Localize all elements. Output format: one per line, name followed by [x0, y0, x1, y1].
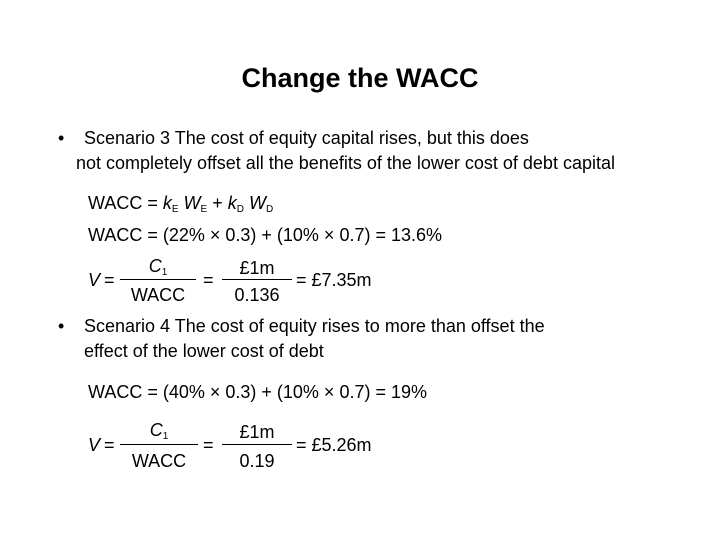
scenario-4-v: V: [88, 435, 101, 455]
scenario-3-denominator-value: 0.136: [234, 285, 280, 305]
bullet-1-line-1: Scenario 3 The cost of equity capital rises, but this does: [84, 128, 529, 148]
scenario-4-denominator-value: 0.19: [239, 451, 275, 471]
wacc-general-formula: [88, 192, 273, 214]
slide-title: Change the WACC: [241, 63, 479, 93]
wacc-ke-sub: E: [171, 204, 179, 215]
scenario-4-equals: =: [104, 435, 115, 455]
scenario-3-equals-2: =: [203, 270, 214, 290]
scenario-4-fraction-line-2: [222, 444, 292, 445]
bullet-2-line-2: effect of the lower cost of debt: [84, 341, 324, 361]
scenario-4-wacc-calc: WACC = (40% × 0.3) + (10% × 0.7) = 19%: [88, 382, 427, 402]
scenario-3-numerator-value: £1m: [239, 258, 275, 278]
wacc-ke: k: [162, 193, 172, 213]
scenario-3-denominator: WACC: [130, 285, 186, 305]
wacc-we: W: [183, 193, 201, 213]
scenario-3-numerator-sub: 1: [161, 267, 168, 278]
bullet-marker: •: [58, 316, 65, 336]
wacc-we-sub: E: [200, 204, 208, 215]
wacc-kd-sub: D: [236, 204, 244, 215]
scenario-4-denominator: WACC: [131, 451, 187, 471]
scenario-4-numerator-c: C: [149, 420, 163, 440]
wacc-wd: W: [248, 193, 266, 213]
scenario-3-fraction-line-2: [222, 279, 292, 280]
bullet-marker: •: [58, 128, 65, 148]
wacc-plus: +: [207, 193, 228, 213]
scenario-3-fraction-line-1: [120, 279, 196, 280]
wacc-lhs: WACC =: [88, 193, 163, 213]
scenario-4-result: = £5.26m: [296, 435, 372, 455]
scenario-3-equals: =: [104, 270, 115, 290]
bullet-2-line-1: Scenario 4 The cost of equity rises to more than offset the: [84, 316, 545, 336]
wacc-kd: k: [227, 193, 237, 213]
scenario-3-wacc-calc: WACC = (22% × 0.3) + (10% × 0.7) = 13.6%: [88, 225, 443, 245]
scenario-3-numerator: [120, 255, 196, 277]
bullet-1-line-2: not completely offset all the benefits of the lower cost of debt capital: [76, 153, 615, 173]
scenario-4-numerator: [120, 419, 198, 441]
scenario-3-v: V: [88, 270, 101, 290]
scenario-4-numerator-value: £1m: [239, 422, 275, 442]
scenario-3-result: = £7.35m: [296, 270, 372, 290]
scenario-4-fraction-line-1: [120, 444, 198, 445]
scenario-3-numerator-c: C: [148, 256, 162, 276]
scenario-4-numerator-sub: 1: [162, 431, 169, 442]
scenario-4-equals-2: =: [203, 435, 214, 455]
wacc-wd-sub: D: [265, 204, 274, 215]
